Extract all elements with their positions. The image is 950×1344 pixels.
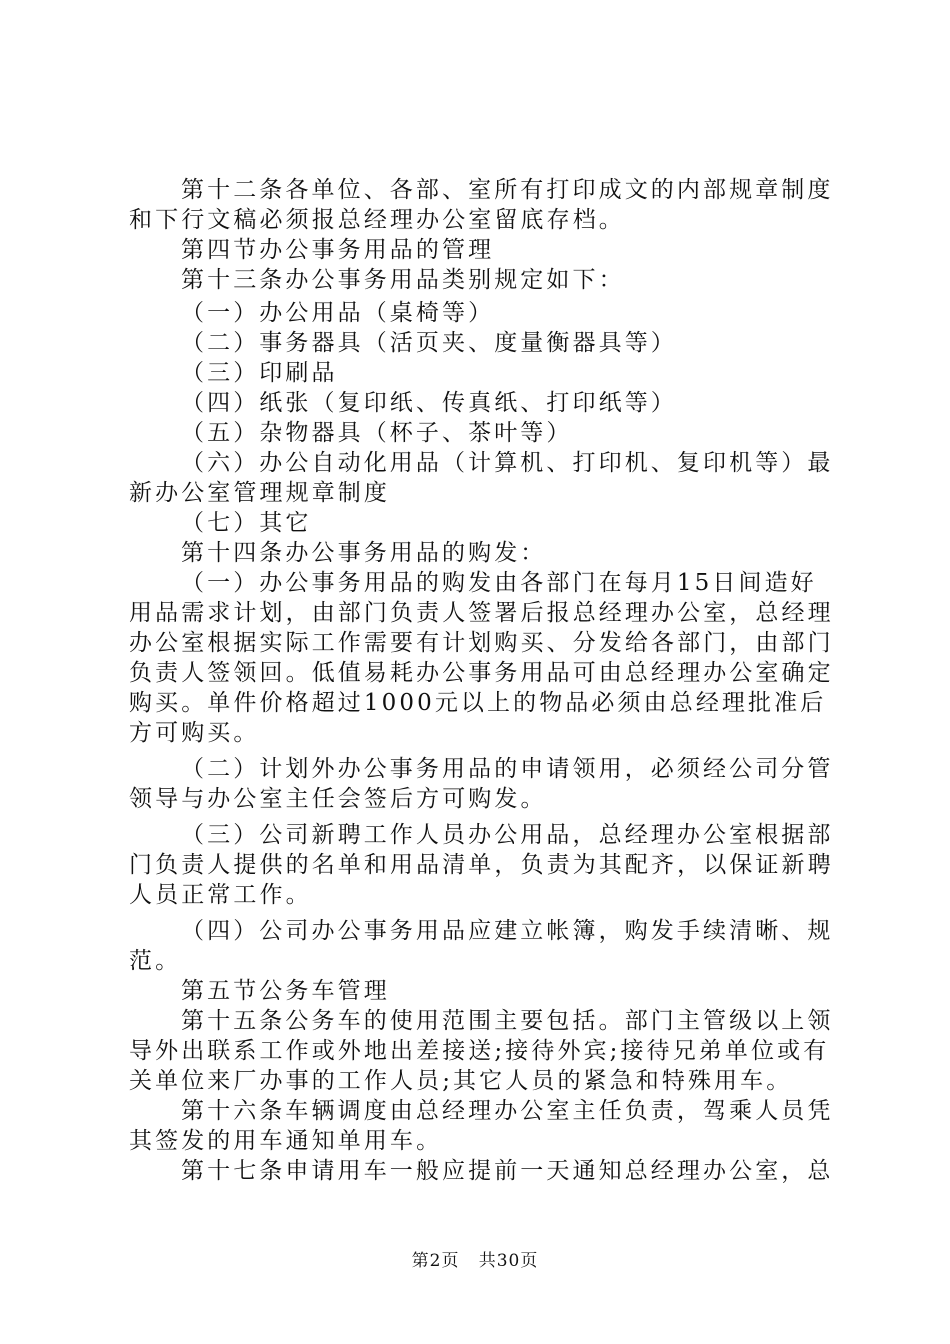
paragraph-article-13: 第十三条办公事务用品类别规定如下： [181,267,625,293]
list-item: （四）纸张（复印纸、传真纸、打印纸等） [181,390,677,416]
section-heading-4: 第四节办公事务用品的管理 [181,237,495,263]
paragraph-article-12: 第十二条各单位、各部、室所有打印成文的内部规章制度和下行文稿必须报总经理办公室留底存档。 [129,177,834,233]
list-item: （三）印刷品 [181,360,338,386]
document-body [129,175,835,1186]
list-item: （一）办公用品（桌椅等） [181,300,495,326]
paragraph-purchase-2: （二）计划外办公事务用品的申请领用，必须经公司分管领导与办公室主任会签后方可购发。 [129,756,834,812]
paragraph-article-16: 第十六条车辆调度由总经理办公室主任负责，驾乘人员凭其签发的用车通知单用车。 [129,1098,834,1154]
list-item: （六）办公自动化用品（计算机、打印机、复印机等）最新办公室管理规章制度 [129,450,834,506]
paragraph-article-14: 第十四条办公事务用品的购发： [181,540,547,566]
list-item: （五）杂物器具（杯子、茶叶等） [181,420,573,446]
paragraph-article-17: 第十七条申请用车一般应提前一天通知总经理办公室，总 [181,1158,834,1184]
list-item: （七）其它 [181,510,312,536]
page-total: 共30页 [478,1251,539,1271]
page-number: 第2页 [411,1251,460,1271]
page-footer [0,1246,950,1271]
paragraph-purchase-1: （一）办公事务用品的购发由各部门在每月15日间造好用品需求计划，由部门负责人签署后报总经理办公室，总经理办公室根据实际工作需要有计划购买、分发给各部门，由部门负责人签领回。低值易耗办公事务用品可由总经理办公室确定购买。单件价格超过1000元以上的物品必须由总经理批准后方可购买。 [129,570,834,746]
list-item: （二）事务器具（活页夹、度量衡器具等） [181,330,677,356]
section-heading-5: 第五节公务车管理 [181,978,390,1004]
paragraph-article-15: 第十五条公务车的使用范围主要包括。部门主管级以上领导外出联系工作或外地出差接送;接待外宾;接待兄弟单位或有关单位来厂办事的工作人员;其它人员的紧急和特殊用车。 [129,1008,834,1094]
paragraph-purchase-4: （四）公司办公事务用品应建立帐簿，购发手续清晰、规范。 [129,918,834,974]
paragraph-purchase-3: （三）公司新聘工作人员办公用品，总经理办公室根据部门负责人提供的名单和用品清单，负责为其配齐，以保证新聘人员正常工作。 [129,822,834,908]
